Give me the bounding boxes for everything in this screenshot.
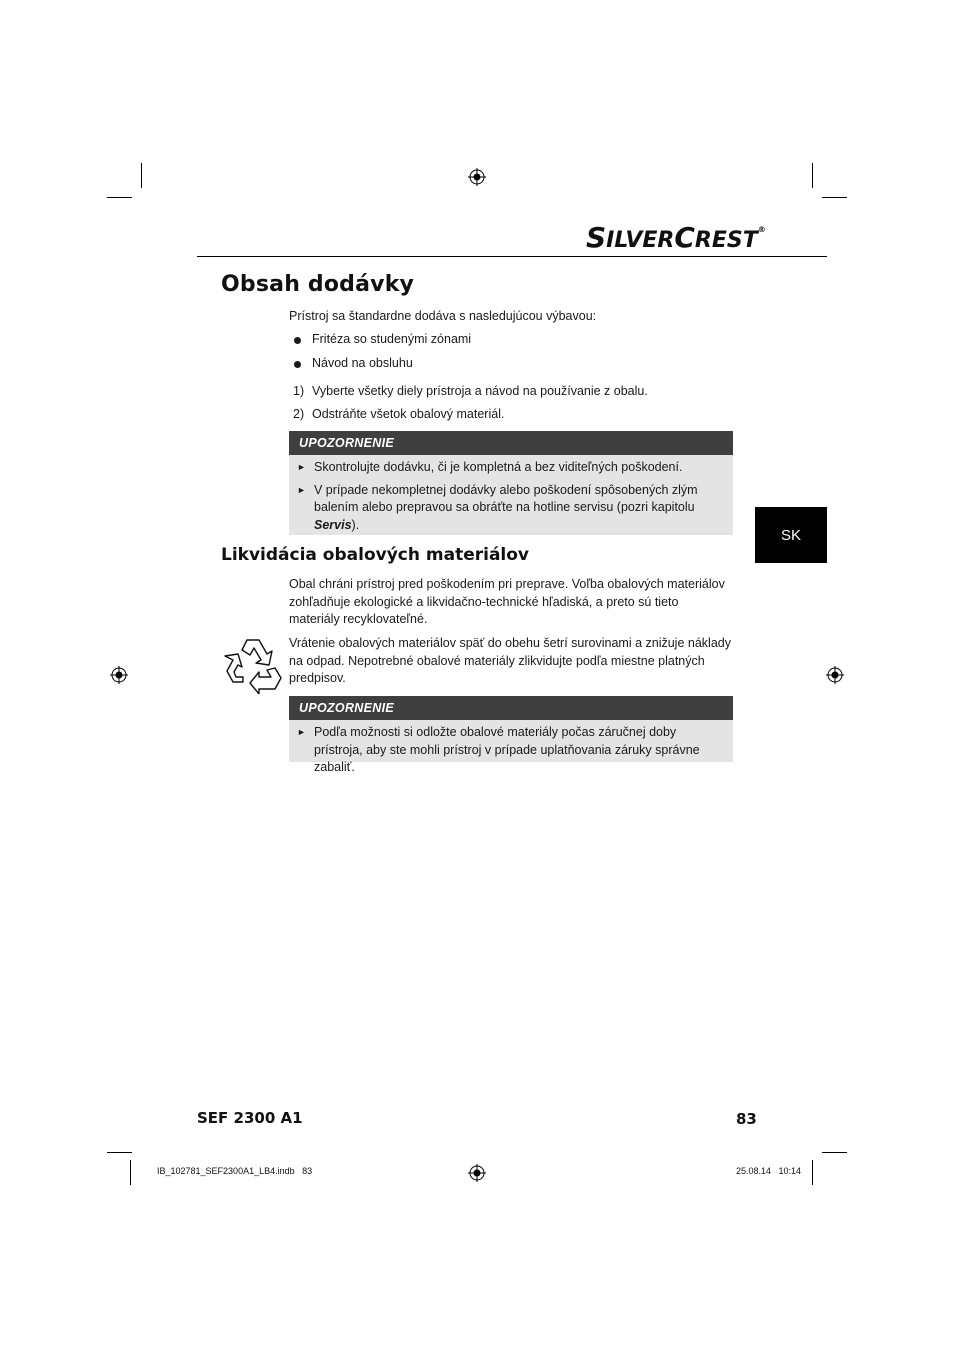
section-title-disposal: Likvidácia obalových materiálov [221,545,530,565]
warning-heading: UPOZORNENIE [289,696,733,720]
crop-mark [130,1160,131,1185]
crop-mark [812,163,813,188]
list-item: Návod na obsluhu [312,356,413,370]
warning-box [289,431,733,535]
step-number: 1) [293,384,305,398]
list-item: Fritéza so studenými zónami [312,332,472,346]
step-text: Vyberte všetky diely prístroja a návod na používanie z obalu. [312,384,648,398]
crop-mark [141,163,142,188]
disposal-paragraph: Vrátenie obalových materiálov späť do obehu šetrí surovinami a znižuje náklady na odpad. Nepotrebné obalové materiály zlikvidujte podľa miestne platných predpisov. [289,636,731,685]
registration-mark-icon [468,1164,486,1182]
servis-reference: Servis [314,517,352,532]
registration-mark-icon [468,168,486,186]
registration-mark-icon [826,666,844,684]
step-text: Odstráňte všetok obalový materiál. [312,407,505,421]
bullet-icon [294,337,301,344]
step-number: 2) [293,407,305,421]
warning-heading: UPOZORNENIE [289,431,733,455]
page-number: 83 [736,1110,757,1128]
bullet-icon [294,361,301,368]
warning-item: ► Podľa možnosti si odložte obalové materiály počas záručnej doby prístroja, aby ste mohli prístroj v prípade uplatňovania záruky správne zabaliť. [297,725,700,774]
crop-mark [107,197,132,198]
arrow-right-icon: ► [297,484,306,495]
header-rule [197,256,827,257]
crop-mark [107,1152,132,1153]
section-title-contents: Obsah dodávky [221,272,415,297]
language-tab: SK [755,507,827,563]
disposal-paragraph: Obal chráni prístroj pred poškodením pri preprave. Voľba obalových materiálov zohľadňuje ekologické a likvidačno-technické hľadiská, a preto sú tieto materiály recyklovateľné. [289,577,725,626]
print-slug-file: IB_102781_SEF2300A1_LB4.indb 83 [157,1166,313,1176]
recycle-icon [223,636,285,694]
crop-mark [822,1152,847,1153]
warning-box [289,696,733,774]
crop-mark [812,1160,813,1185]
warning-item: ► V prípade nekompletnej dodávky alebo poškodení spôsobených zlým balením alebo prepravou sa obráťte na hotline servisu (pozri kapitolu Servis). [297,482,698,532]
arrow-right-icon: ► [297,462,306,472]
brand-logo: SILVERCREST® [586,221,766,254]
crop-mark [822,197,847,198]
registration-mark-icon [110,666,128,684]
print-slug-date: 25.08.14 10:14 [736,1166,802,1176]
warning-item: ► Skontrolujte dodávku, či je kompletná a bez viditeľných poškodení. [289,459,733,477]
model-number: SEF 2300 A1 [197,1109,303,1127]
intro-text: Prístroj sa štandardne dodáva s nasledujúcou výbavou: [289,309,597,323]
arrow-right-icon: ► [297,727,306,737]
